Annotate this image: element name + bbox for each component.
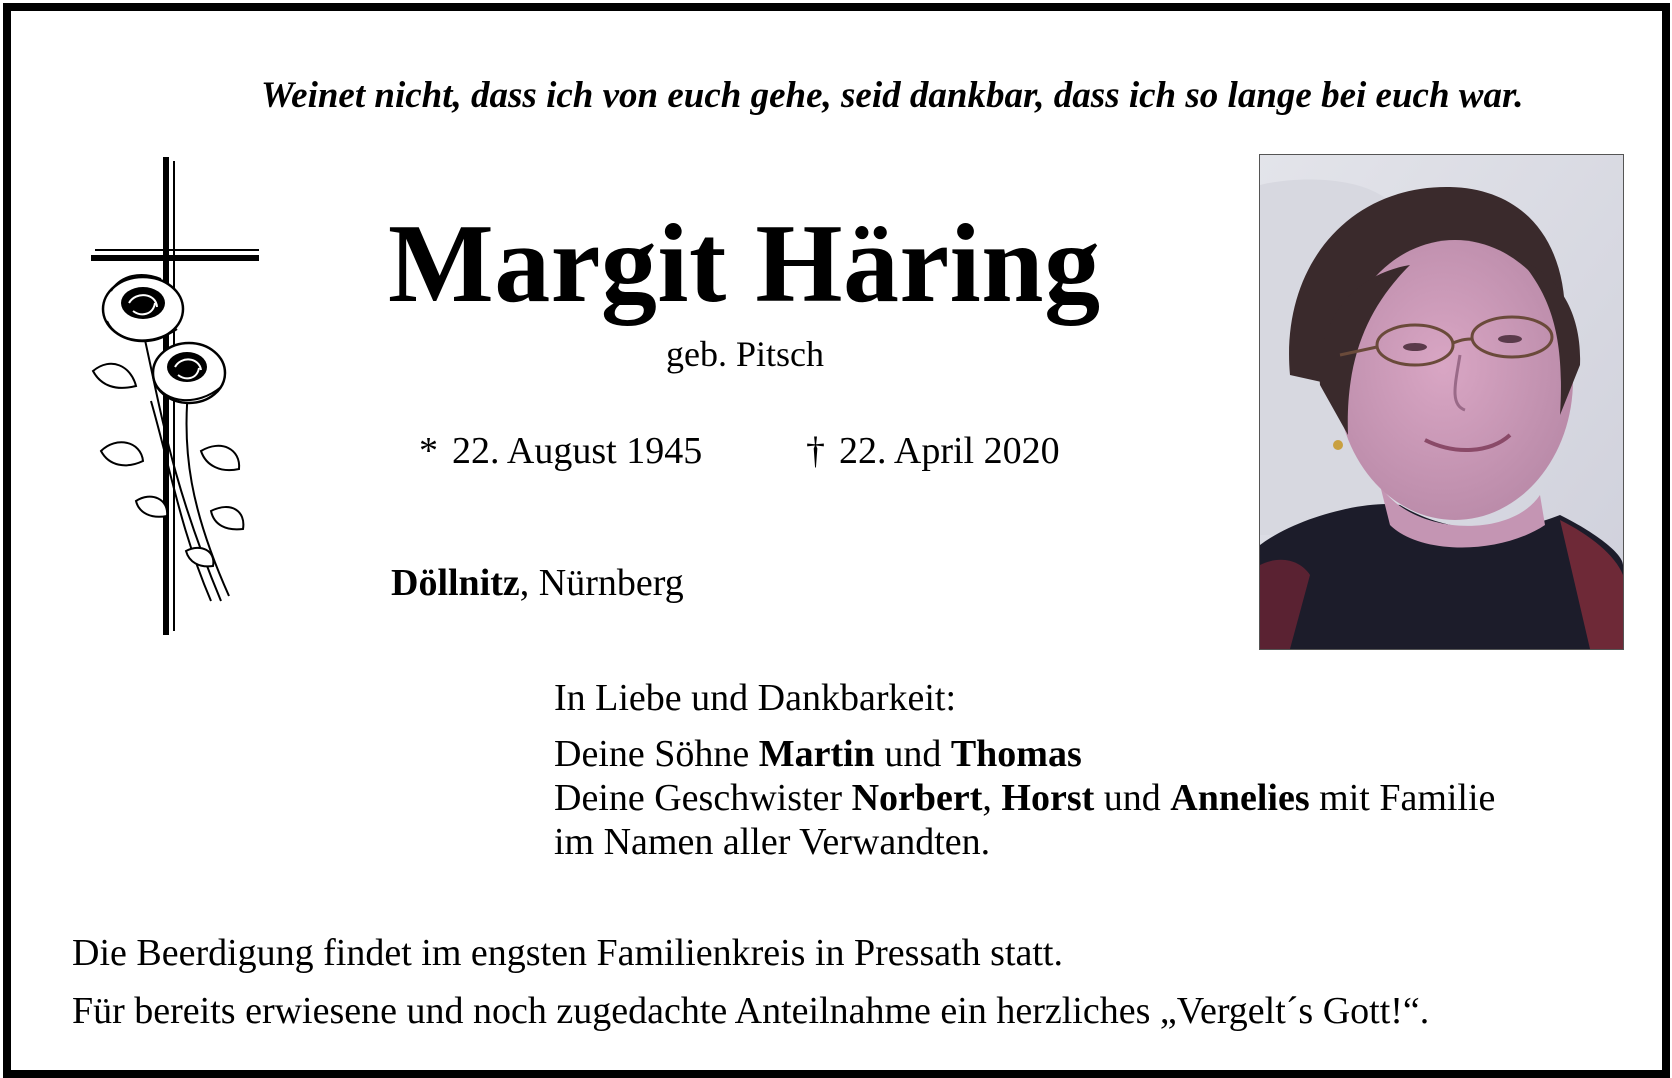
birth-date: 22. August 1945: [452, 430, 703, 472]
birth-date-line: [419, 429, 702, 473]
obituary-card: [3, 3, 1670, 1078]
family-line-siblings: Deine Geschwister Norbert, Horst und Annelies mit Familie: [554, 777, 1496, 819]
maiden-name: geb. Pitsch: [666, 334, 824, 374]
family-list: [554, 732, 1495, 864]
motto-quote: Weinet nicht, dass ich von euch gehe, seid dankbar, dass ich so lange bei euch war.: [261, 75, 1524, 116]
thanks-notice: Für bereits erwiesene und noch zugedachte Anteilnahme ein herzliches „Vergelt´s Gott!“.: [72, 990, 1430, 1032]
death-date-line: [806, 429, 1060, 473]
birth-star-icon: *: [419, 430, 438, 472]
residence-places: [391, 561, 684, 605]
family-line-sons: Deine Söhne Martin und Thomas: [554, 733, 1082, 775]
son-name: Martin: [758, 733, 875, 775]
deceased-name: Margit Häring: [388, 202, 1101, 326]
place-primary: Döllnitz: [391, 562, 520, 604]
portrait-photo: [1259, 154, 1624, 650]
death-date: 22. April 2020: [839, 430, 1060, 472]
family-intro: In Liebe und Dankbarkeit:: [554, 677, 957, 719]
family-line-relatives: im Namen aller Verwandten.: [554, 821, 991, 863]
sibling-name: Horst: [1001, 777, 1095, 819]
funeral-notice: Die Beerdigung findet im engsten Familienkreis in Pressath statt.: [72, 932, 1063, 974]
death-dagger-icon: †: [806, 430, 825, 472]
sibling-name: Annelies: [1170, 777, 1310, 819]
son-name: Thomas: [950, 733, 1082, 775]
cross-with-roses-icon: [81, 151, 261, 641]
place-secondary: , Nürnberg: [519, 562, 684, 604]
sibling-name: Norbert: [851, 777, 983, 819]
